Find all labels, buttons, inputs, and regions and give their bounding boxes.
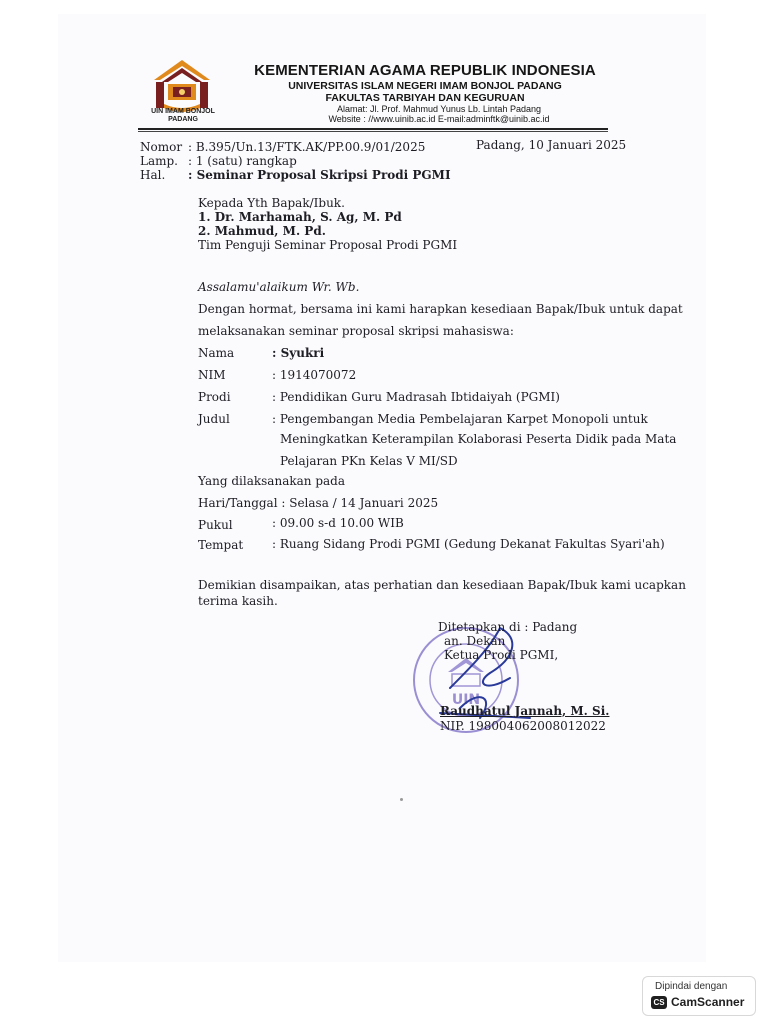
- logo-caption: UIN IMAM BONJOL PADANG: [151, 108, 215, 123]
- closing-line-1: Demikian disampaikan, atas perhatian dan kesediaan Bapak/Ibuk kami ucapkan: [198, 578, 686, 592]
- signature-line-1: Ditetapkan di : Padang: [438, 620, 578, 634]
- tempat-label: Tempat: [198, 538, 244, 552]
- camscanner-name: CamScanner: [671, 995, 745, 1009]
- judul-value-line-2: Meningkatkan Keterampilan Kolaborasi Peserta Didik pada Mata: [280, 432, 677, 446]
- nomor-value: : B.395/Un.13/FTK.AK/PP.00.9/01/2025: [188, 140, 426, 154]
- hal-label: Hal.: [140, 168, 166, 182]
- camscanner-badge: [642, 976, 756, 1016]
- judul-value-line-3: Pelajaran PKn Kelas V MI/SD: [280, 454, 458, 468]
- intro-line-1: Dengan hormat, bersama ini kami harapkan kesediaan Bapak/Ibuk untuk dapat: [198, 302, 683, 316]
- address-line: Alamat: Jl. Prof. Mahmud Yunus Lb. Lintah Padang: [337, 104, 541, 114]
- letterhead-rule: [138, 128, 608, 130]
- nomor-label: Nomor: [140, 140, 183, 154]
- tempat-value: : Ruang Sidang Prodi PGMI (Gedung Dekanat Fakultas Syari'ah): [272, 537, 665, 551]
- signatory-name: Raudhatul Jannah, M. Si.: [440, 704, 610, 718]
- camscanner-logo-icon: CS: [651, 996, 667, 1009]
- recipient-line-2: 1. Dr. Marhamah, S. Ag, M. Pd: [198, 210, 402, 224]
- place-date: Padang, 10 Januari 2025: [476, 138, 627, 152]
- faculty-name: FAKULTAS TARBIYAH DAN KEGURUAN: [325, 92, 525, 104]
- pukul-value: : 09.00 s-d 10.00 WIB: [272, 516, 404, 530]
- schedule-intro: Yang dilaksanakan pada: [198, 474, 345, 488]
- hal-value: : Seminar Proposal Skripsi Prodi PGMI: [188, 168, 451, 182]
- recipient-line-4: Tim Penguji Seminar Proposal Prodi PGMI: [198, 238, 458, 252]
- intro-line-2: melaksanakan seminar proposal skripsi mahasiswa:: [198, 324, 514, 338]
- signature-line-3: Ketua Prodi PGMI,: [444, 648, 559, 662]
- ministry-title: KEMENTERIAN AGAMA REPUBLIK INDONESIA: [254, 62, 596, 79]
- nim-label: NIM: [198, 368, 226, 382]
- pukul-label: Pukul: [198, 518, 233, 532]
- camscanner-caption: Dipindai dengan: [655, 981, 728, 992]
- nama-label: Nama: [198, 346, 235, 360]
- judul-label: Judul: [198, 412, 230, 426]
- greeting: Assalamu'alaikum Wr. Wb.: [198, 280, 360, 294]
- lamp-label: Lamp.: [140, 154, 178, 168]
- university-name: UNIVERSITAS ISLAM NEGERI IMAM BONJOL PADANG: [288, 80, 562, 92]
- letterhead-rule-thin: [138, 131, 608, 132]
- recipient-line-1: Kepada Yth Bapak/Ibuk.: [198, 196, 345, 210]
- website-line: Website : //www.uinib.ac.id E-mail:adminftk@uinib.ac.id: [328, 114, 550, 124]
- scan-speck: [400, 798, 403, 801]
- prodi-value: : Pendidikan Guru Madrasah Ibtidaiyah (PGMI): [272, 390, 560, 404]
- closing-line-2: terima kasih.: [198, 594, 278, 608]
- judul-value-line-1: : Pengembangan Media Pembelajaran Karpet Monopoli untuk: [272, 412, 648, 426]
- lamp-value: : 1 (satu) rangkap: [188, 154, 297, 168]
- nim-value: : 1914070072: [272, 368, 357, 382]
- recipient-line-3: 2. Mahmud, M. Pd.: [198, 224, 326, 238]
- stamp-text: UIN: [451, 692, 481, 708]
- signatory-nip: NIP. 198004062008012022: [440, 719, 606, 733]
- hari-tanggal: Hari/Tanggal : Selasa / 14 Januari 2025: [198, 496, 439, 510]
- prodi-label: Prodi: [198, 390, 231, 404]
- nama-value: : Syukri: [272, 346, 325, 360]
- signature-line-2: an. Dekan: [444, 634, 506, 648]
